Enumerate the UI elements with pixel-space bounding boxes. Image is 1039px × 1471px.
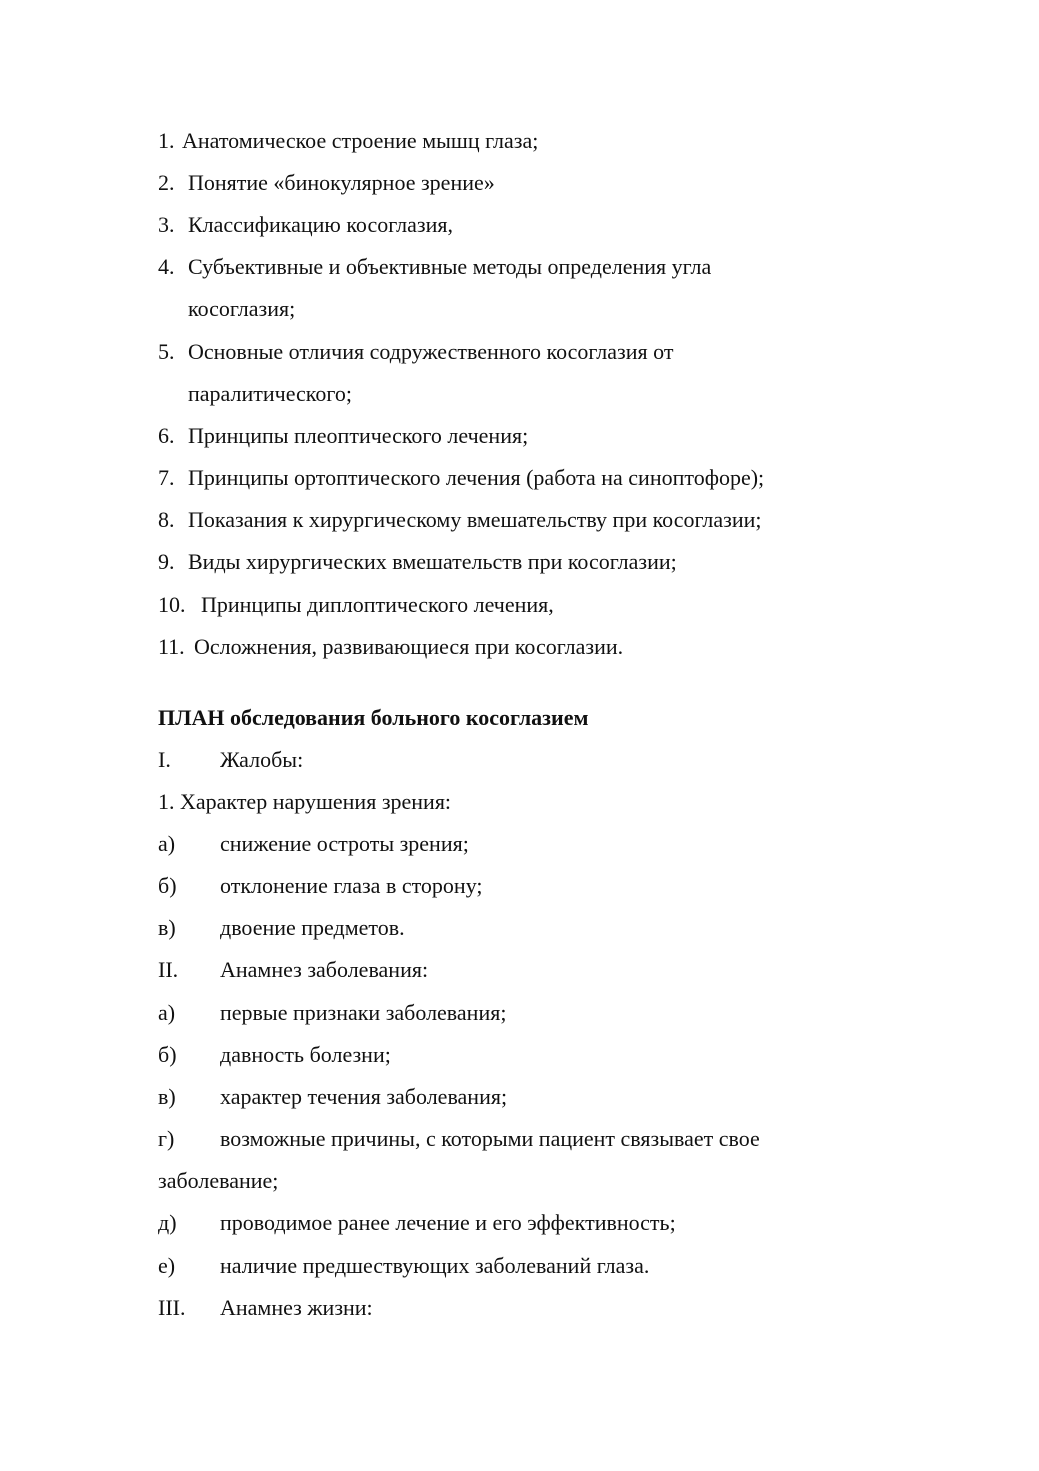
item-marker: а): [158, 831, 176, 856]
topic-number: 4.: [158, 254, 175, 279]
item-text: двоение предметов.: [220, 915, 405, 940]
item-text: отклонение глаза в сторону;: [220, 873, 483, 898]
item-marker: б): [158, 873, 177, 898]
topic-text: Принципы плеоптического лечения;: [188, 423, 529, 448]
topic-text: Основные отличия содружественного косоглазия от: [188, 339, 674, 364]
item-marker: а): [158, 1000, 176, 1025]
topic-number: 1.: [158, 128, 175, 153]
topic-text: Виды хирургических вмешательств при косоглазии;: [188, 549, 677, 574]
topic-number: 9.: [158, 549, 175, 574]
topic-text: Субъективные и объективные методы определения угла: [188, 254, 712, 279]
section-marker: II.: [158, 957, 179, 982]
section-title: Жалобы:: [220, 747, 304, 772]
item-marker: е): [158, 1253, 176, 1278]
topic-text: Показания к хирургическому вмешательству при косоглазии;: [188, 507, 762, 532]
item-text: наличие предшествующих заболеваний глаза.: [220, 1253, 650, 1278]
item-marker: в): [158, 1084, 176, 1109]
topic-text: Понятие «бинокулярное зрение»: [188, 170, 495, 195]
topic-number: 3.: [158, 212, 175, 237]
item-text: возможные причины, с которыми пациент связывает свое: [220, 1126, 760, 1151]
topic-text: Принципы ортоптического лечения (работа на синоптофоре);: [188, 465, 765, 490]
section-marker: III.: [158, 1295, 186, 1320]
item-text-continuation: заболевание;: [158, 1168, 279, 1193]
section-marker: I.: [158, 747, 171, 772]
item-marker: д): [158, 1210, 177, 1235]
topic-text-continuation: паралитического;: [188, 381, 352, 406]
topic-number: 5.: [158, 339, 175, 364]
topic-number: 11.: [158, 634, 185, 659]
topic-text: Анатомическое строение мышц глаза;: [182, 128, 539, 153]
item-marker: г): [158, 1126, 175, 1151]
section-title: Анамнез заболевания:: [220, 957, 429, 982]
topic-text-continuation: косоглазия;: [188, 296, 296, 321]
topic-number: 6.: [158, 423, 175, 448]
plan-subheading-text: 1. Характер нарушения зрения:: [158, 789, 452, 814]
topic-text: Классификацию косоглазия,: [188, 212, 453, 237]
topic-number: 8.: [158, 507, 175, 532]
item-text: снижение остроты зрения;: [220, 831, 469, 856]
topic-text: Принципы диплоптического лечения,: [201, 592, 554, 617]
topic-text: Осложнения, развивающиеся при косоглазии.: [194, 634, 624, 659]
item-text: проводимое ранее лечение и его эффективность;: [220, 1210, 676, 1235]
topic-number: 10.: [158, 592, 186, 617]
section-title: Анамнез жизни:: [220, 1295, 373, 1320]
topic-number: 2.: [158, 170, 175, 195]
item-text: давность болезни;: [220, 1042, 391, 1067]
topic-number: 7.: [158, 465, 175, 490]
item-marker: б): [158, 1042, 177, 1067]
item-text: первые признаки заболевания;: [220, 1000, 507, 1025]
plan-heading-text: ПЛАН обследования больного косоглазием: [158, 705, 589, 730]
item-marker: в): [158, 915, 176, 940]
item-text: характер течения заболевания;: [220, 1084, 508, 1109]
